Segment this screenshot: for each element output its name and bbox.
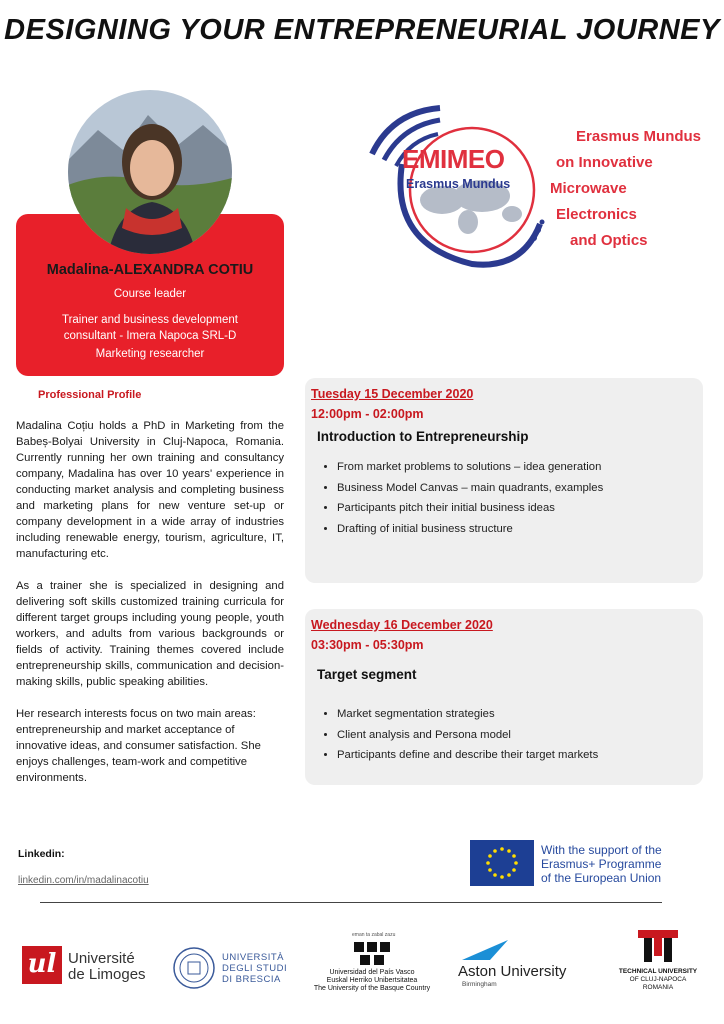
session-time: 03:30pm - 05:30pm [311,638,424,652]
aston-name: Aston University [458,963,567,980]
profile-paragraph-1: Madalina Coțiu holds a PhD in Marketing from the Babeș-Bolyai University in Cluj-Napoca, Romania. Currently running her own training and consultancy company, Madalina has over 10 years' experience in conducting market analysis and completing business and marketing plans for new venture set-up or company development in a wide array of industries including renewable energy, tourism, agriculture, IT, manufacturing etc. [16,420,284,560]
emimeo-line2: on Innovative [556,154,653,171]
session-title: Target segment [317,667,417,682]
session-topics [321,461,603,543]
session-title: Introduction to Entrepreneurship [317,429,529,444]
tuc-line2: OF CLUJ-NAPOCA [629,976,687,983]
technical-university-cluj-logo [604,930,712,992]
eu-flag-icon [470,840,534,886]
list-item: • From market problems to solutions – idea generation [337,461,603,473]
page-title: DESIGNING YOUR ENTREPRENEURIAL JOURNEY [4,14,720,46]
emimeo-logo-main: EMIMEO [402,144,505,174]
basque-line2: Euskal Herriko Unibertsitatea [326,977,418,984]
speaker-role: Course leader [113,288,187,300]
basque-line1: Universidad del País Vasco [329,969,415,976]
brescia-line2: DEGLI STUDI [222,963,288,974]
linkedin-link[interactable]: linkedin.com/in/madalinacotiu [18,875,149,886]
basque-emblem-icon [352,940,392,968]
list-item: • Participants define and describe their target markets [337,749,598,761]
brescia-seal-icon [172,946,216,990]
emimeo-line5: and Optics [570,232,648,249]
basque-university-logo [308,932,436,994]
speaker-name: Madalina-ALEXANDRA COTIU [46,262,254,278]
eu-line1: With the support of the [541,843,662,857]
eu-line3: of the European Union [541,871,662,885]
session-card-1 [305,378,703,583]
profile-paragraph-3: Her research interests focus on two main areas: entrepreneurship and market acceptance of innovative ideas, and consumer satisfaction. She enjoys challenges, team-work and competitive environments. [16,708,261,784]
aston-triangle-icon [460,938,510,962]
list-item: • Participants pitch their initial business ideas [337,502,603,514]
emimeo-line3: Microwave [550,180,627,197]
aston-city: Birmingham [462,981,497,988]
basque-motto: eman ta zabal zazu [352,932,396,938]
footer-divider [40,902,662,903]
unilim-name-1: Université [68,950,135,967]
eu-support-text [541,843,662,885]
emimeo-logo-sub: Erasmus Mundus [406,177,511,191]
universite-limoges-logo [22,944,152,986]
speaker-job-line1: Trainer and business development [61,314,238,326]
session-time: 12:00pm - 02:00pm [311,407,424,421]
session-topics [321,708,598,770]
brescia-line3: DI BRESCIA [222,974,281,985]
eu-line2: Erasmus+ Programme [541,857,662,871]
speaker-job-line3: Marketing researcher [95,348,205,360]
emimeo-tagline [550,124,701,254]
profile-bio [16,418,284,802]
session-card-2 [305,609,703,785]
list-item: • Market segmentation strategies [337,708,598,720]
speaker-job-line2: consultant - Imera Napoca SRL-D [63,330,237,342]
unilim-name-2: de Limoges [68,966,146,983]
profile-heading: Professional Profile [38,389,142,401]
eu-support-banner [470,840,724,888]
emimeo-line1: Erasmus Mundus [576,128,702,145]
emimeo-line4: Electronics [556,206,637,223]
aston-university-logo [458,938,584,990]
basque-line3: The University of the Basque Country [313,985,431,992]
emimeo-logo [362,104,548,272]
brescia-line1: UNIVERSITÀ [222,952,285,963]
universita-brescia-logo [172,946,292,990]
list-item: • Drafting of initial business structure [337,523,603,535]
list-item: • Business Model Canvas – main quadrants, examples [337,482,603,494]
linkedin-label: Linkedin: [18,848,65,860]
tuc-line3: ROMANIA [642,984,674,991]
session-date: Wednesday 16 December 2020 [311,618,493,632]
tuc-emblem-icon [638,930,678,964]
list-item: • Client analysis and Persona model [337,729,598,741]
tuc-line1: TECHNICAL UNIVERSITY [618,968,698,975]
profile-paragraph-2: As a trainer she is specialized in designing and delivering soft skills customized training curricula for different target groups including young people, youth workers, and adults from various backgrounds or fields of activity. Training themes covered include entrepreneurship skills, communication and decision-making skills, public speaking abilities. [16,580,284,688]
speaker-photo [68,90,232,254]
session-date: Tuesday 15 December 2020 [311,387,474,401]
speaker-job [36,312,264,344]
unilim-mark-icon: ul [22,946,62,984]
